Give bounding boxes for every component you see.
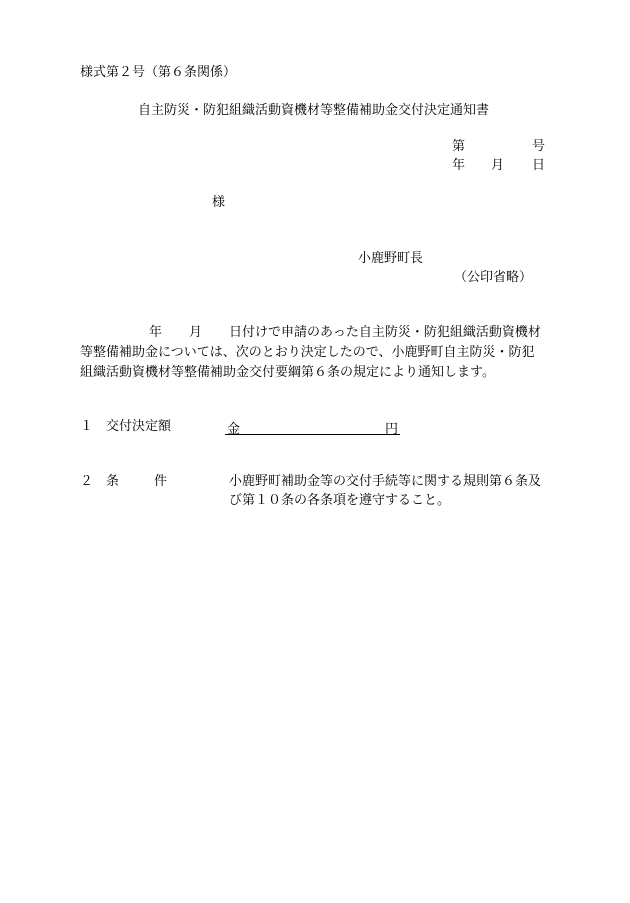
body-year: 年	[149, 325, 163, 340]
body-line-3: 組織活動資機材等整備補助金交付要綱第６条の規定により通知します。	[80, 365, 495, 380]
item-2-number: ２	[80, 474, 94, 489]
body-line-2: 等整備補助金については、次のとおり決定したので、小鹿野町自主防災・防犯	[80, 345, 535, 360]
body-month: 月	[189, 325, 203, 340]
body-line-1: 日付けで申請のあった自主防災・防犯組織活動資機材	[229, 325, 541, 340]
item-2-label-part-2: 件	[154, 474, 168, 489]
document-title: 自主防災・防犯組織活動資機材等整備補助金交付決定通知書	[138, 103, 490, 118]
item-2-text-line-1: 小鹿野町補助金等の交付手続等に関する規則第６条及	[229, 474, 542, 489]
item-1-label: 交付決定額	[106, 419, 172, 434]
addressee-suffix: 様	[212, 195, 226, 210]
issuer-name: 小鹿野町長	[358, 251, 424, 266]
item-2-label-part-1: 条	[106, 474, 120, 489]
form-label: 様式第２号（第６条関係）	[80, 65, 237, 80]
date-day: 日	[532, 158, 546, 173]
number-suffix: 号	[532, 139, 546, 154]
number-prefix: 第	[452, 139, 466, 154]
amount-prefix: 金	[227, 422, 241, 437]
item-2-text-line-2: び第１０条の各条項を遵守すること。	[229, 493, 451, 508]
item-1-number: １	[80, 419, 94, 434]
date-month: 月	[491, 158, 505, 173]
grant-amount-field	[225, 418, 400, 435]
seal-note: （公印省略）	[454, 270, 533, 285]
amount-suffix: 円	[384, 422, 398, 437]
date-year: 年	[452, 158, 466, 173]
